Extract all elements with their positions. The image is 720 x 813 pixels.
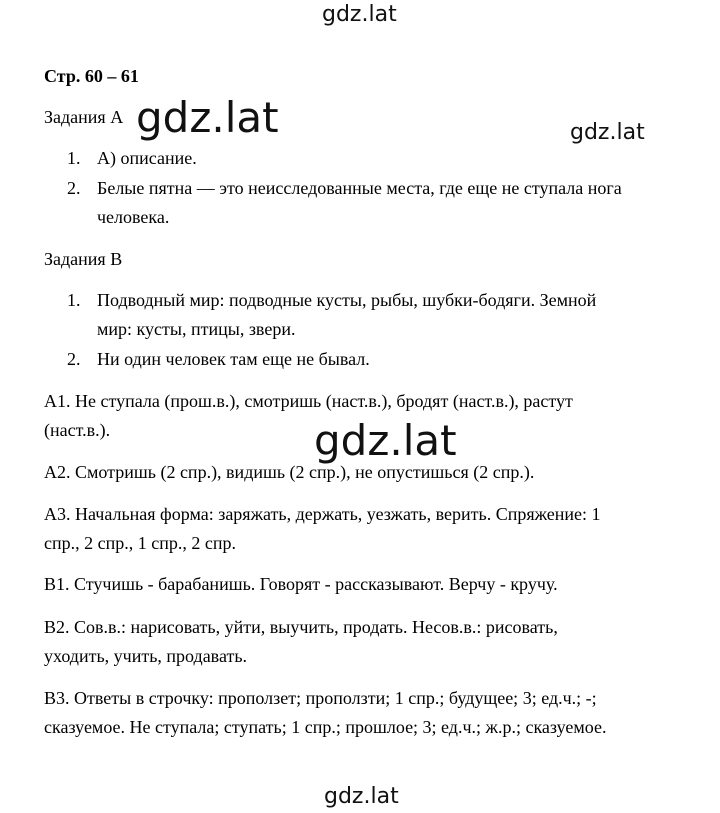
- answer-a1: [44, 387, 573, 445]
- watermark-large-upper: gdz.lat: [136, 93, 279, 142]
- answer-b3: [44, 684, 607, 742]
- watermark-top: gdz.lat: [322, 2, 397, 27]
- section-a-heading: Задания А: [44, 107, 124, 127]
- answer-line: А2. Смотришь (2 спр.), видишь (2 спр.), не опустишься (2 спр.).: [44, 462, 535, 482]
- answer-line: А1. Не ступала (прош.в.), смотришь (наст.в.), бродят (наст.в.), растут: [44, 391, 573, 411]
- section-b-item-2: [67, 345, 370, 374]
- item-number: 1.: [67, 290, 81, 310]
- answer-b2: [44, 613, 558, 671]
- section-a-item-2: [67, 174, 622, 232]
- item-text: Ни один человек там еще не бывал.: [97, 349, 370, 369]
- answer-line: В1. Стучишь - барабанишь. Говорят - рассказывают. Верчу - кручу.: [44, 574, 558, 594]
- item-number: 2.: [67, 178, 81, 198]
- answer-a3: [44, 500, 601, 558]
- watermark-large-middle: gdz.lat: [314, 416, 457, 465]
- answer-line: сказуемое. Не ступала; ступать; 1 спр.; прошлое; 3; ед.ч.; ж.р.; сказуемое.: [44, 717, 607, 737]
- section-a-item-1: [67, 144, 197, 173]
- item-text: Подводный мир: подводные кусты, рыбы, шубки-бодяги. Земной: [97, 290, 597, 310]
- answer-a2: [44, 458, 534, 487]
- answer-line: уходить, учить, продавать.: [44, 646, 248, 666]
- item-text-cont: мир: кусты, птицы, звери.: [97, 319, 296, 339]
- item-number: 2.: [67, 349, 81, 369]
- answer-line: (наст.в.).: [44, 420, 111, 440]
- watermark-bottom: gdz.lat: [324, 784, 399, 809]
- answer-line: А3. Начальная форма: заряжать, держать, уезжать, верить. Спряжение: 1: [44, 504, 601, 524]
- answer-line: В3. Ответы в строчку: проползет; проползти; 1 спр.; будущее; 3; ед.ч.; -;: [44, 688, 597, 708]
- section-b-heading: Задания В: [44, 249, 123, 269]
- answer-line: В2. Сов.в.: нарисовать, уйти, выучить, продать. Несов.в.: рисовать,: [44, 617, 558, 637]
- watermark-right: gdz.lat: [570, 120, 645, 145]
- page-title: Стр. 60 – 61: [44, 66, 139, 86]
- item-text: А) описание.: [97, 148, 197, 168]
- answer-line: спр., 2 спр., 1 спр., 2 спр.: [44, 533, 236, 553]
- item-text-cont: человека.: [97, 207, 170, 227]
- answer-b1: [44, 570, 558, 599]
- section-b-item-1: [67, 286, 596, 344]
- item-number: 1.: [67, 148, 81, 168]
- item-text: Белые пятна — это неисследованные места, где еще не ступала нога: [97, 178, 622, 198]
